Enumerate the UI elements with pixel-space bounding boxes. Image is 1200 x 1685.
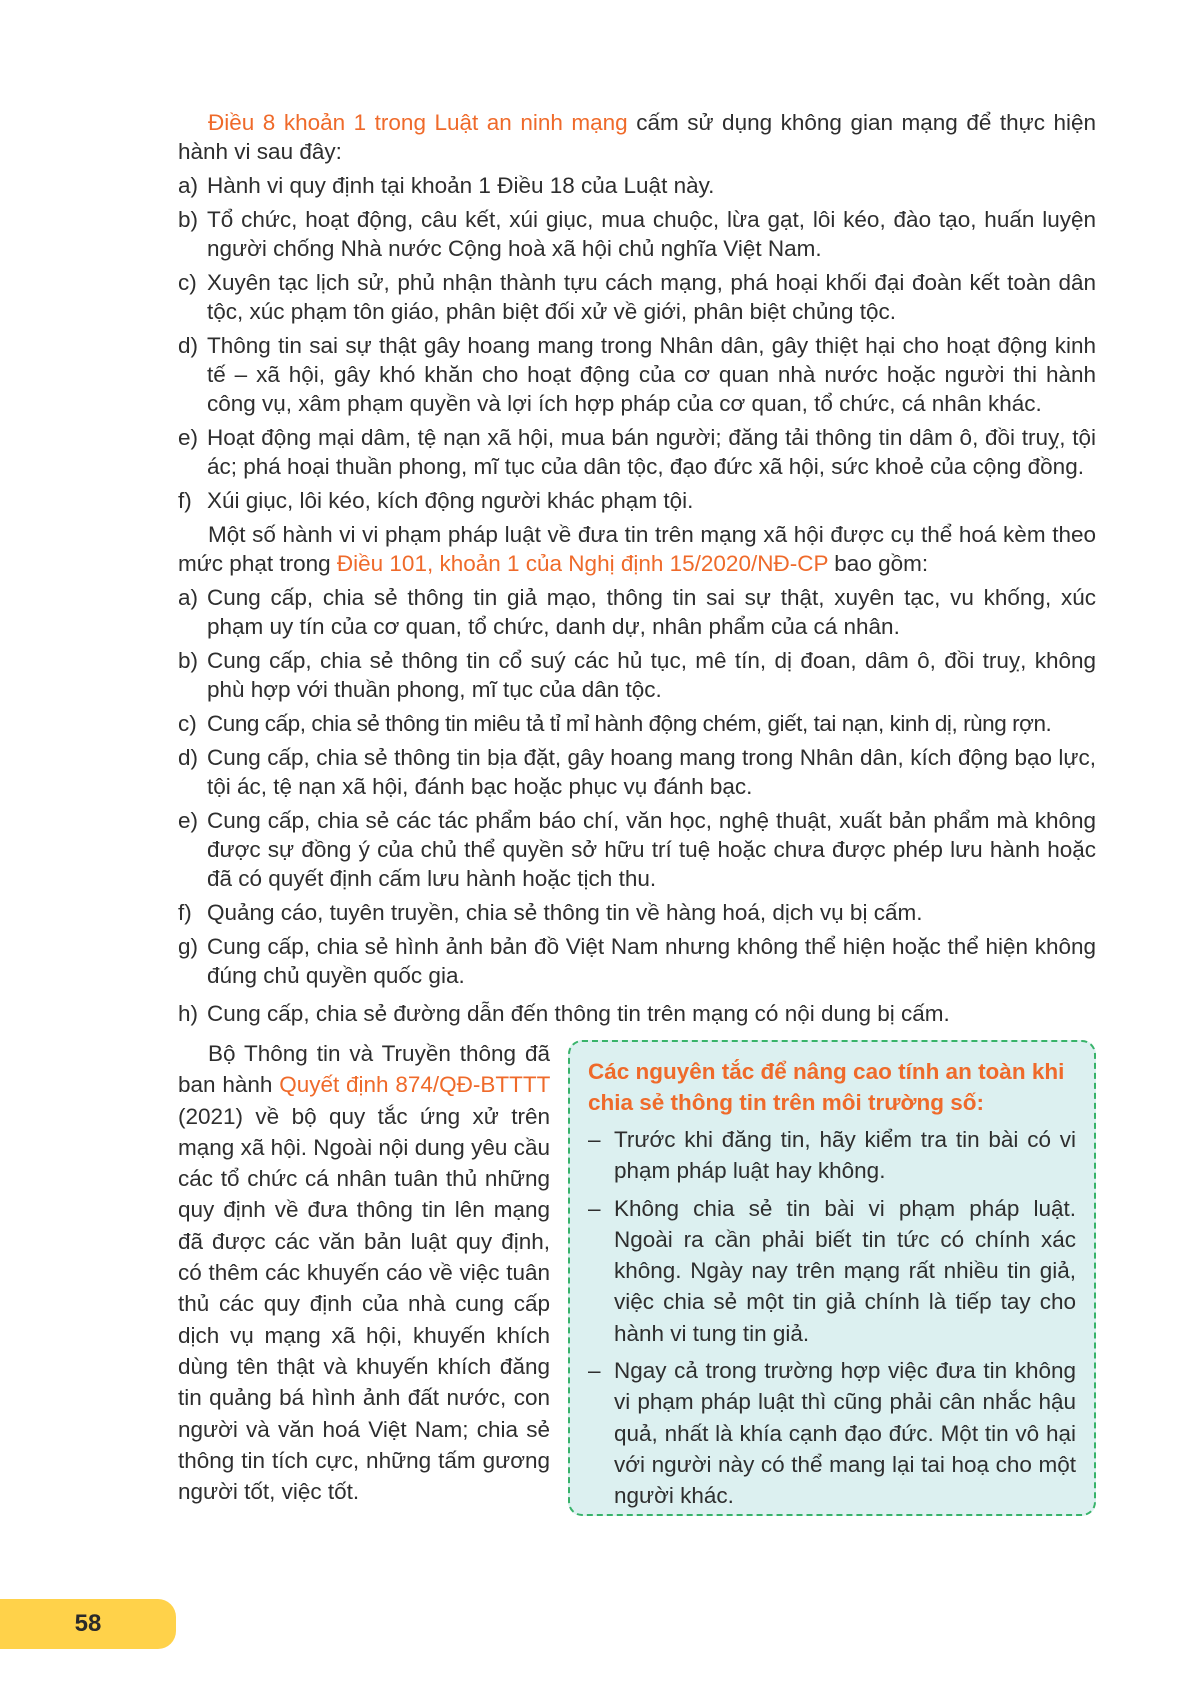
list-item-label: f) xyxy=(178,488,192,513)
list-item xyxy=(178,268,1096,326)
decision-reference: Quyết định 874/QĐ-BTTTT xyxy=(279,1072,550,1098)
tip-text: Trước khi đăng tin, hãy kiểm tra tin bài có vi phạm pháp luật hay không. xyxy=(614,1127,1076,1184)
list-item-text: Hành vi quy định tại khoản 1 Điều 18 của Luật này. xyxy=(207,173,715,198)
dash-bullet: – xyxy=(588,1127,601,1152)
page-content xyxy=(178,108,1096,1533)
list-item xyxy=(178,423,1096,481)
tip-item xyxy=(588,1124,1076,1187)
tip-item xyxy=(588,1355,1076,1511)
list-item-label: d) xyxy=(178,333,199,358)
decree-section xyxy=(178,520,1096,1028)
cyber-law-section xyxy=(178,108,1096,515)
tip-text: Ngay cả trong trường hợp việc đưa tin không vi phạm pháp luật thì cũng phải cân nhắc hậu quả, nhất là khía cạnh đạo đức. Một tin vô hại với người này có thể mang lại tai hoạ cho một người khác. xyxy=(614,1358,1076,1509)
list-item-text: Cung cấp, chia sẻ thông tin bịa đặt, gây hoang mang trong Nhân dân, kích động bạo lực, tội ác, tệ nạn xã hội, đánh bạc hoặc phục vụ đánh bạc. xyxy=(207,745,1096,799)
list-item xyxy=(178,583,1096,641)
list-item-text: Quảng cáo, tuyên truyền, chia sẻ thông tin về hàng hoá, dịch vụ bị cấm. xyxy=(207,900,923,925)
safety-tips-box xyxy=(568,1040,1096,1516)
cyber-law-reference: Điều 8 khoản 1 trong Luật an ninh mạng xyxy=(208,110,628,135)
list-item-label: g) xyxy=(178,934,199,959)
decree-reference: Điều 101, khoản 1 của Nghị định 15/2020/NĐ-CP xyxy=(336,551,829,576)
ministry-text-rest: (2021) về bộ quy tắc ứng xử trên mạng xã hội. Ngoài nội dung yêu cầu các tổ chức cá nhân tuân thủ những quy định về đưa thông tin lên mạng đã được các văn bản luật quy định, có thêm các khuyến cáo về việc tuân thủ các quy định của nhà cung cấp dịch vụ mạng xã hội, khuyến khích dùng tên thật và khuyến khích đăng tin quảng bá hình ảnh đất nước, con người và văn hoá Việt Nam; chia sẻ thông tin tích cực, những tấm gương người tốt, việc tốt. xyxy=(178,1103,550,1505)
list-item-label: e) xyxy=(178,808,199,833)
page-number: 58 xyxy=(74,1610,102,1637)
list-item-text: Xuyên tạc lịch sử, phủ nhận thành tựu cách mạng, phá hoại khối đại đoàn kết toàn dân tộc, xúc phạm tôn giáo, phân biệt đối xử về giới, phân biệt chủng tộc. xyxy=(207,270,1096,324)
list-item-text: Cung cấp, chia sẻ thông tin miêu tả tỉ mỉ hành động chém, giết, tai nạn, kinh dị, rùng rợn. xyxy=(207,711,1052,736)
list-item xyxy=(178,999,1096,1028)
dash-bullet: – xyxy=(588,1195,601,1221)
bottom-section xyxy=(178,1038,1096,1533)
list-item xyxy=(178,646,1096,704)
list-item xyxy=(178,932,1096,990)
list-item xyxy=(178,898,1096,927)
tip-text: Không chia sẻ tin bài vi phạm pháp luật. Ngoài ra cần phải biết tin tức có chính xác không. Ngày nay trên mạng rất nhiều tin giả, việc chia sẻ một tin giả chính là tiếp tay cho hành vi tung tin giả. xyxy=(614,1195,1076,1346)
list-item xyxy=(178,331,1096,418)
decree-intro xyxy=(178,520,1096,578)
list-item-label: a) xyxy=(178,173,199,198)
page-number-tab xyxy=(0,1599,176,1649)
list-item-label: d) xyxy=(178,745,199,770)
cyber-law-intro xyxy=(178,108,1096,166)
decree-intro-text: Một số hành vi vi phạm pháp luật về đưa tin trên mạng xã hội được cụ thể hoá kèm theo mức phạt trong xyxy=(178,522,1096,576)
list-item-text: Cung cấp, chia sẻ thông tin cổ suý các hủ tục, mê tín, dị đoan, dâm ô, đồi truỵ, không phù hợp với thuần phong, mĩ tục của dân tộc. xyxy=(207,648,1096,702)
ministry-text-start: Bộ Thông tin và Truyền thông đã ban hành xyxy=(178,1041,550,1098)
list-item xyxy=(178,709,1096,738)
list-item-text: Cung cấp, chia sẻ hình ảnh bản đồ Việt Nam nhưng không thể hiện hoặc thể hiện không đúng chủ quyền quốc gia. xyxy=(207,934,1096,988)
list-item-text: Cung cấp, chia sẻ các tác phẩm báo chí, văn học, nghệ thuật, xuất bản phẩm mà không được sự đồng ý của chủ thể quyền sở hữu trí tuệ hoặc chưa được phép lưu hành hoặc đã có quyết định cấm lưu hành hoặc tịch thu. xyxy=(207,808,1096,891)
list-item xyxy=(178,171,1096,200)
list-item xyxy=(178,205,1096,263)
decree-intro-suffix: bao gồm: xyxy=(828,551,929,576)
dash-bullet: – xyxy=(588,1358,601,1384)
list-item-text: Hoạt động mại dâm, tệ nạn xã hội, mua bán người; đăng tải thông tin dâm ô, đồi truỵ, tội ác; phá hoại thuần phong, mĩ tục của dân tộc, đạo đức xã hội, sức khoẻ của cộng đồng. xyxy=(207,425,1096,479)
list-item xyxy=(178,743,1096,801)
ministry-paragraph xyxy=(178,1038,550,1507)
list-item-text: Cung cấp, chia sẻ thông tin giả mạo, thông tin sai sự thật, xuyên tạc, vu khống, xúc phạm uy tín của cơ quan, tổ chức, danh dự, nhân phẩm của cá nhân. xyxy=(207,585,1096,639)
list-item-label: c) xyxy=(178,270,197,295)
list-item-label: f) xyxy=(178,900,192,925)
list-item-label: a) xyxy=(178,585,199,610)
list-item-text: Thông tin sai sự thật gây hoang mang trong Nhân dân, gây thiệt hại cho hoạt động kinh tế – xã hội, gây khó khăn cho hoạt động của cơ quan nhà nước hoặc người thi hành công vụ, xâm phạm quyền và lợi ích hợp pháp của cơ quan, tổ chức, cá nhân khác. xyxy=(207,333,1096,416)
tip-item xyxy=(588,1193,1076,1349)
list-item-text: Xúi giục, lôi kéo, kích động người khác phạm tội. xyxy=(207,488,694,513)
list-item xyxy=(178,806,1096,893)
list-item-text: Cung cấp, chia sẻ đường dẫn đến thông tin trên mạng có nội dung bị cấm. xyxy=(207,1001,950,1026)
list-item-label: b) xyxy=(178,648,199,673)
tip-box-title: Các nguyên tắc để nâng cao tính an toàn khi chia sẻ thông tin trên môi trường số: xyxy=(588,1059,1065,1115)
list-item-text: Tổ chức, hoạt động, câu kết, xúi giục, mua chuộc, lừa gạt, lôi kéo, đào tạo, huấn luyện người chống Nhà nước Cộng hoà xã hội chủ nghĩa Việt Nam. xyxy=(207,207,1096,261)
list-item-label: c) xyxy=(178,711,197,736)
list-item-label: h) xyxy=(178,1001,199,1026)
ministry-text xyxy=(178,1038,550,1507)
cyber-law-intro-text: cấm sử dụng không gian mạng để thực hiện hành vi sau đây: xyxy=(178,110,1096,164)
list-item-label: b) xyxy=(178,207,199,232)
list-item-label: e) xyxy=(178,425,199,450)
list-item xyxy=(178,486,1096,515)
